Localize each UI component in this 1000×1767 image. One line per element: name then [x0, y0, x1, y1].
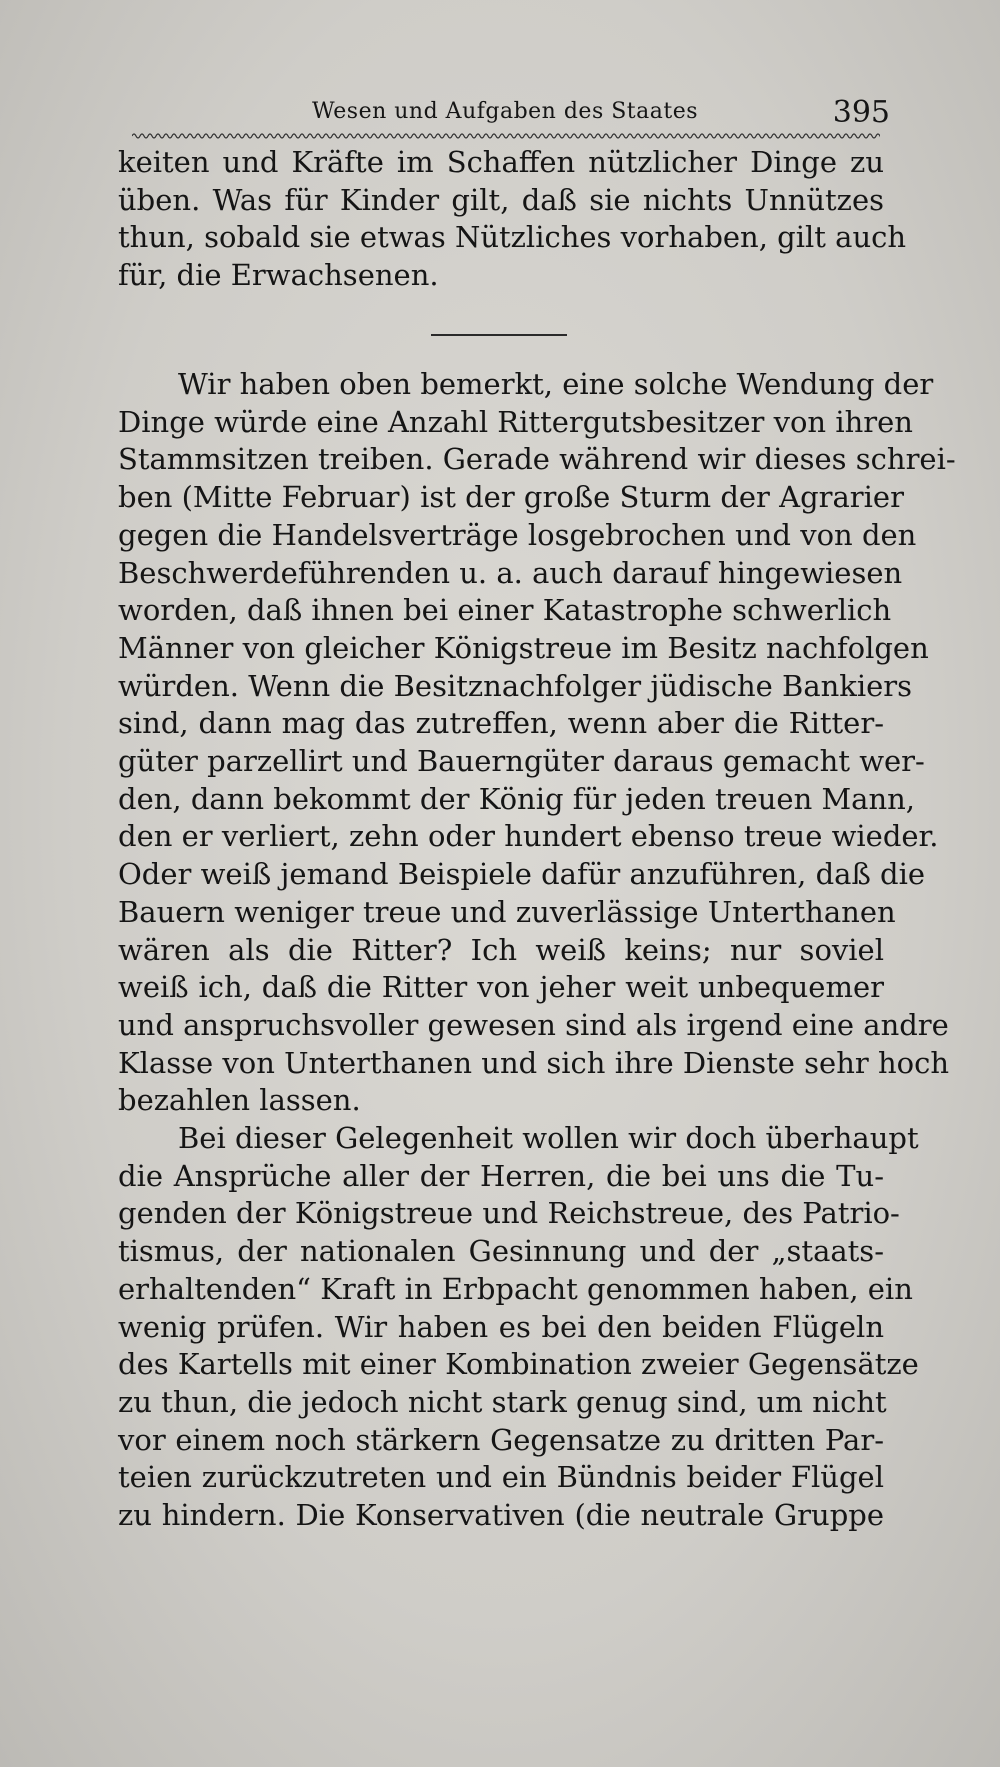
text-line: Männer von gleicher Königstreue im Besitz nachfolgen: [118, 630, 929, 665]
text-line: wären als die Ritter? Ich weiß keins; nur soviel: [118, 932, 884, 967]
text-line: thun, sobald sie etwas Nützliches vorhaben, gilt auch: [118, 220, 907, 255]
text-line: zu thun, die jedoch nicht stark genug sind, um nicht: [118, 1384, 887, 1419]
page-header: [120, 95, 890, 135]
text-line: zu hindern. Die Konservativen (die neutrale Gruppe: [118, 1498, 884, 1533]
text-line: Wir haben oben bemerkt, eine solche Wendung der: [178, 367, 934, 401]
text-line: üben. Was für Kinder gilt, daß sie nichts Unnützes: [118, 182, 884, 217]
text-line: den er verliert, zehn oder hundert ebenso treue wieder.: [118, 819, 939, 854]
paragraph-2: [118, 366, 956, 1120]
text-line: sind, dann mag das zutreffen, wenn aber die Ritter-: [118, 706, 884, 741]
text-line: würden. Wenn die Besitznachfolger jüdische Bankiers: [118, 668, 913, 703]
text-line: des Kartells mit einer Kombination zweier Gegensätze: [118, 1347, 919, 1382]
text-line: ben (Mitte Februar) ist der große Sturm der Agrarier: [118, 480, 904, 515]
text-line: Bauern weniger treue und zuverlässige Unterthanen: [118, 894, 896, 929]
text-line: Dinge würde eine Anzahl Rittergutsbesitzer von ihren: [118, 404, 913, 439]
text-line: tismus, der nationalen Gesinnung und der „staats-: [118, 1234, 884, 1269]
text-line: teien zurückzutreten und ein Bündnis beider Flügel: [118, 1460, 884, 1495]
header-ornamental-rule: [132, 131, 880, 141]
text-line: keiten und Kräfte im Schaffen nützlicher Dinge zu: [118, 145, 884, 179]
text-line: die Ansprüche aller der Herren, die bei uns die Tu-: [118, 1158, 884, 1193]
text-line: Stammsitzen treiben. Gerade während wir dieses schrei-: [118, 442, 956, 477]
text-line: Oder weiß jemand Beispiele dafür anzuführen, daß die: [118, 857, 926, 892]
text-line: den, dann bekommt der König für jeden treuen Mann,: [118, 781, 916, 816]
text-line: Bei dieser Gelegenheit wollen wir doch überhaupt: [178, 1121, 919, 1155]
text-line: bezahlen lassen.: [118, 1083, 361, 1118]
text-line: gegen die Handelsverträge losgebrochen und von den: [118, 517, 917, 552]
section-divider: [431, 334, 567, 336]
text-line: worden, daß ihnen bei einer Katastrophe schwerlich: [118, 593, 892, 628]
running-head: Wesen und Aufgaben des Staates: [311, 99, 699, 124]
paragraph-1: [118, 144, 907, 295]
paragraph-3: [118, 1120, 919, 1535]
text-line: güter parzellirt und Bauerngüter daraus gemacht wer-: [118, 744, 925, 779]
text-line: Beschwerdeführenden u. a. auch darauf hingewiesen: [118, 555, 903, 590]
page-number: 395: [832, 95, 890, 130]
text-line: genden der Königstreue und Reichstreue, des Patrio-: [118, 1196, 900, 1231]
text-line: erhaltenden“ Kraft in Erbpacht genommen haben, ein: [118, 1271, 913, 1306]
text-line: weiß ich, daß die Ritter von jeher weit unbequemer: [118, 970, 884, 1005]
text-line: Klasse von Unterthanen und sich ihre Dienste sehr hoch: [118, 1045, 950, 1080]
text-line: vor einem noch stärkern Gegensatze zu dritten Par-: [118, 1422, 884, 1457]
text-line: für, die Erwachsenen.: [118, 258, 439, 293]
text-line: und anspruchsvoller gewesen sind als irgend eine andre: [118, 1007, 949, 1042]
text-line: wenig prüfen. Wir haben es bei den beiden Flügeln: [118, 1309, 884, 1344]
